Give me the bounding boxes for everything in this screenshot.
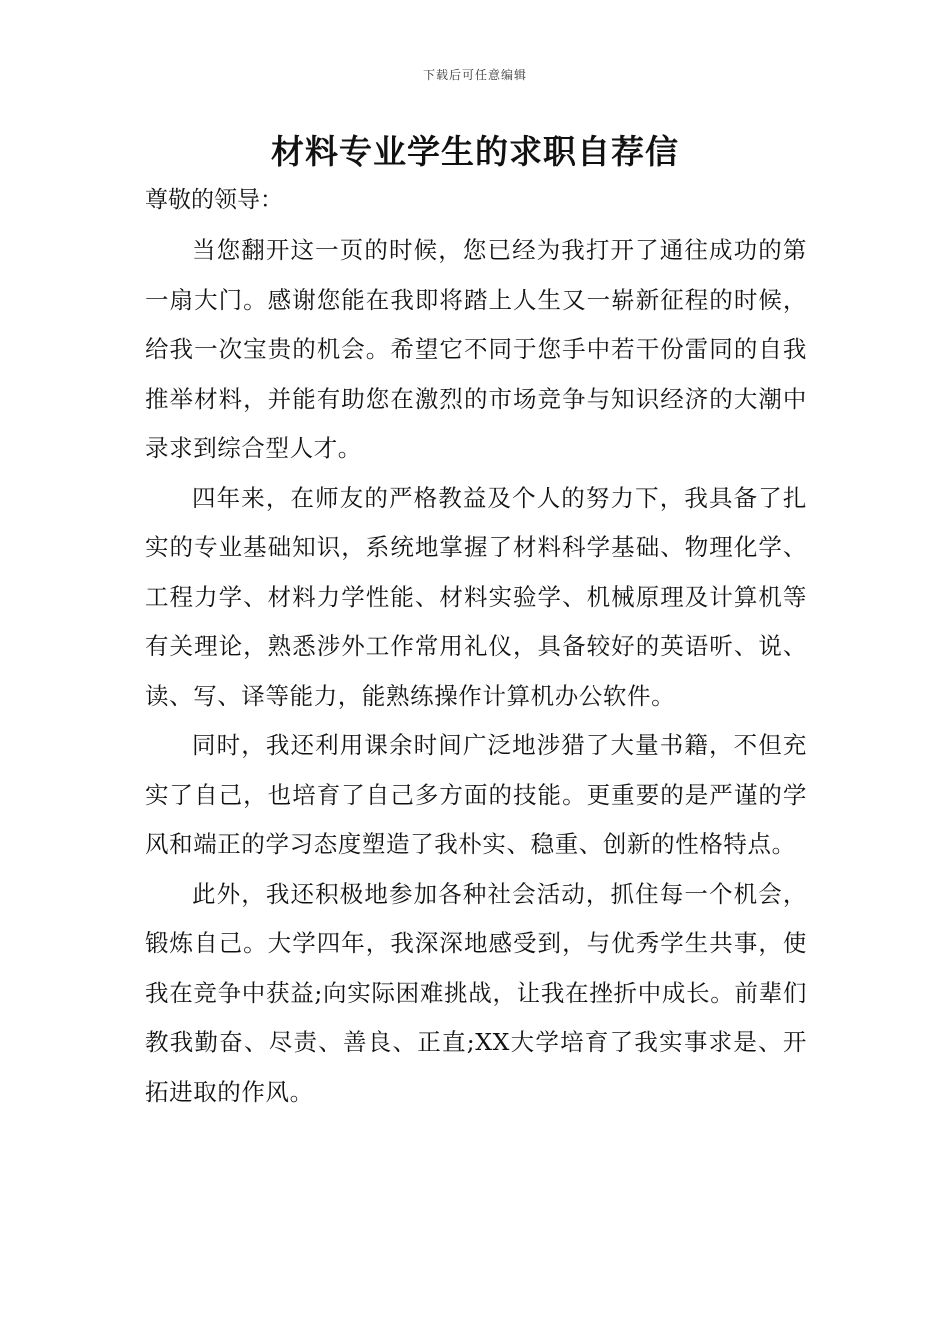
page-title: 材料专业学生的求职自荐信	[271, 132, 679, 171]
paragraph-3: 同时，我还利用课余时间广泛地涉猎了大量书籍，不但充实了自己，也培育了自己多方面的技能。更重要的是严谨的学风和端正的学习态度塑造了我朴实、稳重、创新的性格特点。	[145, 731, 807, 858]
header-note: 下载后可任意编辑	[422, 68, 527, 82]
paragraph-2: 四年来，在师友的严格教益及个人的努力下，我具备了扎实的专业基础知识，系统地掌握了材料科学基础、物理化学、工程力学、材料力学性能、材料实验学、机械原理及计算机等有关理论，熟悉涉外工作常用礼仪，具备较好的英语听、说、读、写、译等能力，能熟练操作计算机办公软件。	[145, 483, 807, 710]
letter-body	[145, 226, 807, 1117]
paragraph-1: 当您翻开这一页的时候，您已经为我打开了通往成功的第一扇大门。感谢您能在我即将踏上人生又一崭新征程的时候，给我一次宝贵的机会。希望它不同于您手中若干份雷同的自我推举材料，并能有助您在激烈的市场竞争与知识经济的大潮中录求到综合型人才。	[145, 236, 807, 462]
salutation: 尊敬的领导：	[145, 187, 283, 213]
paragraph-4: 此外，我还积极地参加各种社会活动，抓住每一个机会，锻炼自己。大学四年，我深深地感受到，与优秀学生共事，使我在竞争中获益;向实际困难挑战，让我在挫折中成长。前辈们教我勤奋、尽责、善良、正直;XX大学培育了我实事求是、开拓进取的作风。	[145, 879, 807, 1106]
